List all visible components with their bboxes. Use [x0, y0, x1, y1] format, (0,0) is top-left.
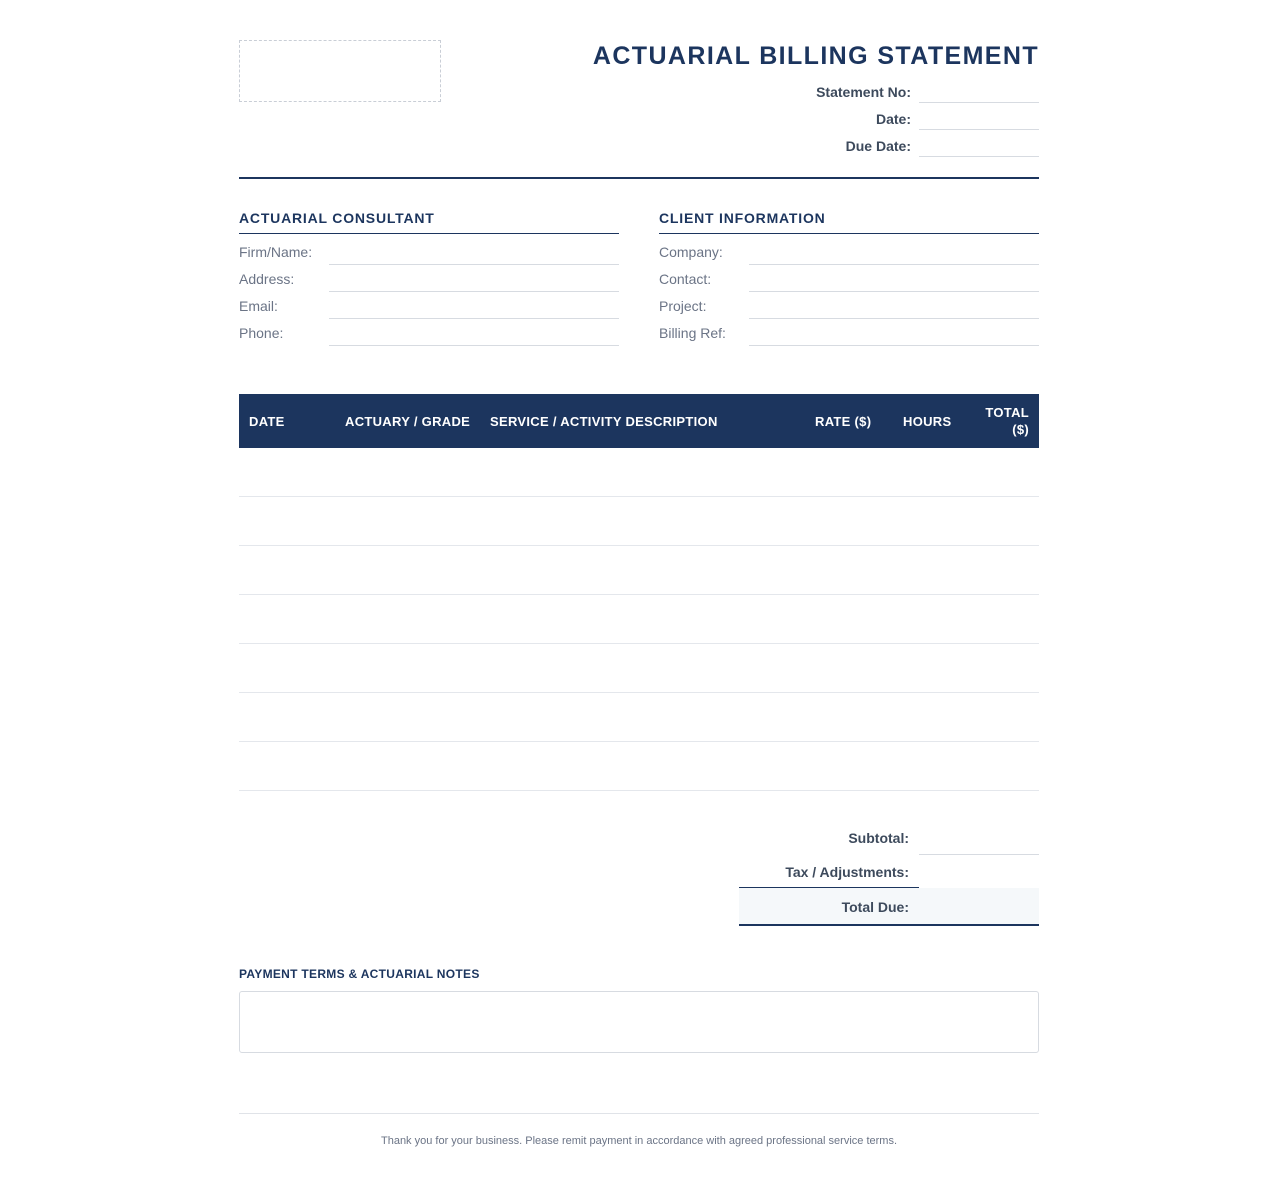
address-field[interactable]: [329, 269, 619, 292]
phone-field[interactable]: [329, 323, 619, 346]
table-row[interactable]: [239, 693, 1039, 742]
tax-label: Tax / Adjustments:: [785, 864, 909, 880]
notes-title: PAYMENT TERMS & ACTUARIAL NOTES: [239, 967, 480, 981]
header-divider: [239, 177, 1039, 179]
table-row[interactable]: [239, 497, 1039, 546]
subtotal-label: Subtotal:: [848, 830, 909, 846]
line-items-table: [239, 394, 1039, 791]
client-contact-row: [659, 264, 1039, 291]
notes-textarea[interactable]: [239, 991, 1039, 1053]
footer-text: Thank you for your business. Please remit payment in accordance with agreed professional service terms.: [380, 1135, 898, 1147]
contact-field[interactable]: [749, 269, 1039, 292]
consultant-phone-row: [239, 318, 619, 345]
firm-name-label: Firm/Name:: [239, 244, 313, 260]
company-label: Company:: [659, 244, 723, 260]
column-header-rate: RATE ($): [815, 413, 872, 429]
statement-number-row: [739, 81, 1039, 103]
table-header: [239, 394, 1039, 448]
client-project-row: [659, 291, 1039, 318]
client-billing-ref-row: [659, 318, 1039, 345]
client-company-row: [659, 237, 1039, 264]
totals-block: [739, 820, 1039, 926]
statement-number-field[interactable]: [919, 81, 1039, 103]
billing-ref-field[interactable]: [749, 323, 1039, 346]
email-label: Email:: [239, 298, 278, 314]
total-due-field[interactable]: [919, 888, 1039, 922]
address-label: Address:: [239, 271, 295, 287]
date-field[interactable]: [919, 108, 1039, 130]
project-field[interactable]: [749, 296, 1039, 319]
table-row[interactable]: [239, 546, 1039, 595]
date-label: Date:: [875, 111, 911, 127]
consultant-email-row: [239, 291, 619, 318]
tax-field[interactable]: [919, 854, 1039, 889]
subtotal-field[interactable]: [919, 820, 1039, 855]
table-row[interactable]: [239, 742, 1039, 791]
document-title: ACTUARIAL BILLING STATEMENT: [592, 42, 1039, 70]
contact-label: Contact:: [659, 271, 712, 287]
column-header-hours: HOURS: [903, 413, 952, 429]
statement-number-label: Statement No:: [816, 84, 911, 100]
firm-name-field[interactable]: [329, 242, 619, 265]
client-section: [659, 210, 1039, 345]
due-date-label: Due Date:: [845, 138, 911, 154]
email-field[interactable]: [329, 296, 619, 319]
due-date-field[interactable]: [919, 135, 1039, 157]
subtotal-row: [739, 820, 1039, 854]
due-date-row: [739, 135, 1039, 157]
tax-row: [739, 854, 1039, 888]
client-section-title: CLIENT INFORMATION: [659, 210, 1039, 234]
consultant-address-row: [239, 264, 619, 291]
project-label: Project:: [659, 298, 707, 314]
column-header-total: [985, 394, 1029, 448]
table-row[interactable]: [239, 595, 1039, 644]
logo-placeholder[interactable]: [239, 40, 441, 102]
total-due-label: Total Due:: [841, 899, 909, 915]
company-field[interactable]: [749, 242, 1039, 265]
date-row: [739, 108, 1039, 130]
billing-ref-label: Billing Ref:: [659, 325, 726, 341]
billing-statement-page: [239, 0, 1039, 1190]
column-header-description: SERVICE / ACTIVITY DESCRIPTION: [490, 413, 718, 429]
column-header-actuary-grade: ACTUARY / GRADE: [345, 413, 471, 429]
consultant-firm-row: [239, 237, 619, 264]
table-row[interactable]: [239, 644, 1039, 693]
column-header-date: DATE: [249, 413, 285, 429]
phone-label: Phone:: [239, 325, 284, 341]
column-header-total-line1: TOTAL: [985, 405, 1029, 420]
total-due-row: [739, 888, 1039, 926]
table-row[interactable]: [239, 448, 1039, 497]
footer-divider: [239, 1113, 1039, 1114]
consultant-section: [239, 210, 619, 345]
column-header-total-line2: ($): [1012, 422, 1029, 437]
consultant-section-title: ACTUARIAL CONSULTANT: [239, 210, 619, 234]
